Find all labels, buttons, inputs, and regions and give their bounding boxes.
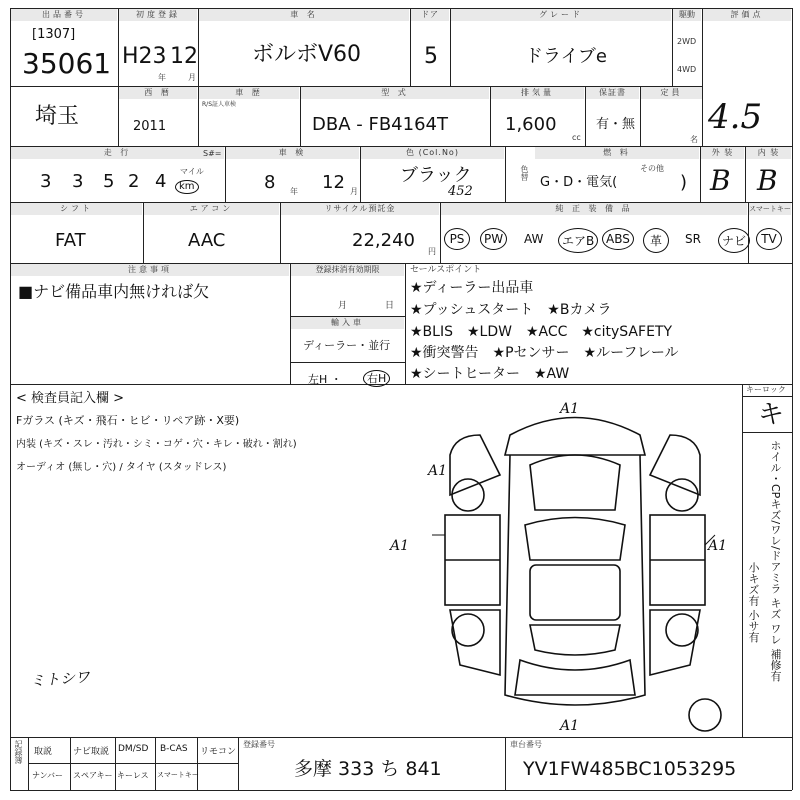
mark-right-door: A1 xyxy=(708,538,728,554)
glass-line: Fガラス (キズ・飛石・ヒビ・リペア跡・X要) xyxy=(16,414,240,427)
interior-line: 内装 (キズ・スレ・汚れ・シミ・コゲ・穴・キレ・破れ・割れ) xyxy=(16,439,297,450)
mileage-digit-4: 2 xyxy=(128,171,140,192)
handle-side: 左H ・ xyxy=(308,373,342,386)
fuel-close: ) xyxy=(680,172,688,193)
left-front-fender xyxy=(450,435,500,495)
grade: ドライブe xyxy=(525,46,607,67)
plate-label: 登録番号 xyxy=(243,740,275,749)
footer-manual: 取説 xyxy=(34,747,53,757)
reg-month-mark: 月 xyxy=(188,73,196,82)
keylock-mark: キ xyxy=(758,400,785,430)
ac-label: エアコン xyxy=(144,203,279,215)
wheel-front-left xyxy=(452,479,484,511)
equip-airbag: エアB xyxy=(558,228,598,253)
fuel-text: G・D・電気( xyxy=(540,175,618,190)
vin-label: 車台番号 xyxy=(510,740,542,749)
equip-ps: PS xyxy=(444,228,470,250)
fuel-label: 燃 料 xyxy=(535,147,699,159)
aircon: AAC xyxy=(188,230,226,251)
region: 埼玉 xyxy=(35,104,80,129)
int-label: 内 装 xyxy=(746,147,791,159)
reg-label: 初度登録 xyxy=(119,9,197,21)
score-label: 評価点 xyxy=(703,9,791,21)
wheel-rear-right xyxy=(666,614,698,646)
footer-smartkey: スマートキー xyxy=(157,771,199,779)
vin: YV1FW485BC1053295 xyxy=(523,758,737,780)
windshield-shape xyxy=(525,518,625,561)
sales-label: セールスポイント xyxy=(410,265,482,275)
reg-month: 12 xyxy=(170,44,198,69)
mileage-digit-3: 5 xyxy=(103,171,115,192)
inspection-label: 車 検 xyxy=(226,147,359,159)
drive-4wd: 4WD xyxy=(677,65,697,74)
lot-number: 35061 xyxy=(22,47,112,80)
wheel-sub-notes: 小キズ有 小サ有 xyxy=(747,562,760,643)
lot-label: 出品番号 xyxy=(11,9,117,21)
color-label: 色 (Col.No) xyxy=(361,147,504,159)
mileage-sub: S#= xyxy=(203,149,222,158)
plate-number: 多摩 333 ち 841 xyxy=(294,758,442,780)
equip-sr: SR xyxy=(685,232,701,246)
fuel-other: その他 xyxy=(640,164,664,173)
audio-line: オーディオ (無し・穴) / タイヤ (スタッドレス) xyxy=(16,462,227,473)
mileage-digit-5: 4 xyxy=(155,171,167,192)
year-label: 西 暦 xyxy=(119,87,197,99)
footer-keyless: キーレス xyxy=(117,771,149,780)
shift-label: シフト xyxy=(11,203,142,215)
color-code: 452 xyxy=(448,184,473,199)
model-code: DBA - FB4164T xyxy=(312,114,448,135)
reg-expiry-label: 登録抹消有効期限 xyxy=(291,264,404,276)
warranty: 有・無 xyxy=(596,117,636,132)
equip-leather: 革 xyxy=(643,228,669,253)
ext-label: 外 装 xyxy=(701,147,744,159)
equip-pw: PW xyxy=(480,228,507,250)
model-label: 型 式 xyxy=(301,87,489,99)
reg-expiry-day: 日 xyxy=(385,301,395,311)
history-label: 車 歴 xyxy=(199,87,299,99)
mark-front-left: A1 xyxy=(428,463,448,479)
sales-point-4: ★衝突警告 ★Pセンサー ★ルーフレール xyxy=(410,345,679,361)
model-year: 2011 xyxy=(133,119,167,134)
footer-navi-manual: ナビ取説 xyxy=(73,747,110,757)
drive-label: 駆動 xyxy=(673,9,701,21)
cc-label: 排気量 xyxy=(491,87,584,99)
front-bumper-shape xyxy=(505,418,645,456)
recycle-fee: 22,240 xyxy=(352,230,415,251)
history-sub: R/S証人車検 xyxy=(202,101,236,108)
caution-text: ■ナビ備品車内無ければ欠 xyxy=(18,282,210,301)
equip-aw: AW xyxy=(524,232,544,246)
shift: FAT xyxy=(55,230,86,251)
mark-front: A1 xyxy=(560,401,580,417)
wheel-notes: ホイル・CPキズ/ワレ/ドアミラ キズ ワレ 補修有 xyxy=(769,440,782,682)
import-type: ディーラー・並行 xyxy=(303,339,391,352)
sales-point-3: ★BLIS ★LDW ★ACC ★citySAFETY xyxy=(410,324,673,340)
footer-bcas: B-CAS xyxy=(160,744,188,754)
recycle-label: リサイクル預託金 xyxy=(281,203,439,215)
interior-grade: B xyxy=(757,164,778,197)
record-book-label: 記録簿 xyxy=(14,740,23,764)
hand-note: ミトシワ xyxy=(29,667,91,691)
reg-expiry-month: 月 xyxy=(338,301,348,311)
footer-spare-key: スペアキー xyxy=(73,771,113,780)
inspector-title: < 検査員記入欄 > xyxy=(16,391,125,406)
footer-remote: リモコン xyxy=(200,747,237,757)
reg-era: H23 xyxy=(122,44,167,69)
handle-right: 右H xyxy=(363,370,390,387)
equip-tv: TV xyxy=(756,228,782,250)
cc-unit: cc xyxy=(572,133,581,142)
name-label: 車 名 xyxy=(199,9,409,21)
equipment-label: 純 正 装 備 品 xyxy=(441,203,747,215)
mileage-digit-1: 3 xyxy=(40,171,52,192)
wheel-front-right xyxy=(666,479,698,511)
footer-number: ナンバー xyxy=(32,771,64,780)
mark-rear: A1 xyxy=(560,718,580,734)
capacity-unit: 名 xyxy=(690,135,698,144)
repaint-label: 色替 xyxy=(520,165,529,181)
mark-left-door: A1 xyxy=(390,538,410,554)
doors: 5 xyxy=(424,44,438,69)
exterior-grade: B xyxy=(710,164,731,197)
lot-sub: [1307] xyxy=(32,27,76,42)
hood-shape xyxy=(530,455,620,510)
wheel-rear-left xyxy=(452,614,484,646)
rear-window-shape xyxy=(530,625,620,655)
footer-dmsd: DM/SD xyxy=(118,744,149,754)
insp-year-mark: 年 xyxy=(290,187,298,196)
sales-point-2: ★プッシュスタート ★Bカメラ xyxy=(410,302,612,318)
mileage-digit-2: 3 xyxy=(72,171,84,192)
recycle-unit: 円 xyxy=(428,247,436,256)
warranty-label: 保証書 xyxy=(586,87,639,99)
import-label: 輸入車 xyxy=(291,317,404,329)
spare-circle xyxy=(689,699,721,731)
mileage-unit-top: マイル xyxy=(180,167,204,176)
score: 4.5 xyxy=(708,97,763,137)
smartkey-label: スマートキー xyxy=(749,205,791,213)
insp-month: 12 xyxy=(322,172,345,193)
capacity-label: 定員 xyxy=(641,87,702,99)
car-diagram xyxy=(390,395,740,735)
mileage-unit: km xyxy=(175,180,199,194)
drive-2wd: 2WD xyxy=(677,37,697,46)
car-name: ボルボV60 xyxy=(252,42,362,67)
color: ブラック xyxy=(400,165,472,186)
right-front-fender xyxy=(650,435,700,495)
mileage-label: 走 行 xyxy=(11,147,224,159)
trunk-shape xyxy=(515,660,635,695)
grade-label: グレード xyxy=(451,9,671,21)
engine-cc: 1,600 xyxy=(505,114,557,135)
caution-label: 注意事項 xyxy=(11,264,289,276)
keylock-label: キーロック xyxy=(746,385,786,394)
sales-point-5: ★シートヒーター ★AW xyxy=(410,366,570,382)
reg-year-mark: 年 xyxy=(158,73,166,82)
insp-year: 8 xyxy=(264,172,276,193)
equip-abs: ABS xyxy=(602,228,634,250)
equip-navi: ナビ xyxy=(718,228,750,253)
sales-point-1: ★ディーラー出品車 xyxy=(410,280,534,296)
roof-shape xyxy=(530,565,620,620)
body-outline xyxy=(505,455,645,705)
door-label: ドア xyxy=(411,9,449,21)
insp-month-mark: 月 xyxy=(350,187,358,196)
